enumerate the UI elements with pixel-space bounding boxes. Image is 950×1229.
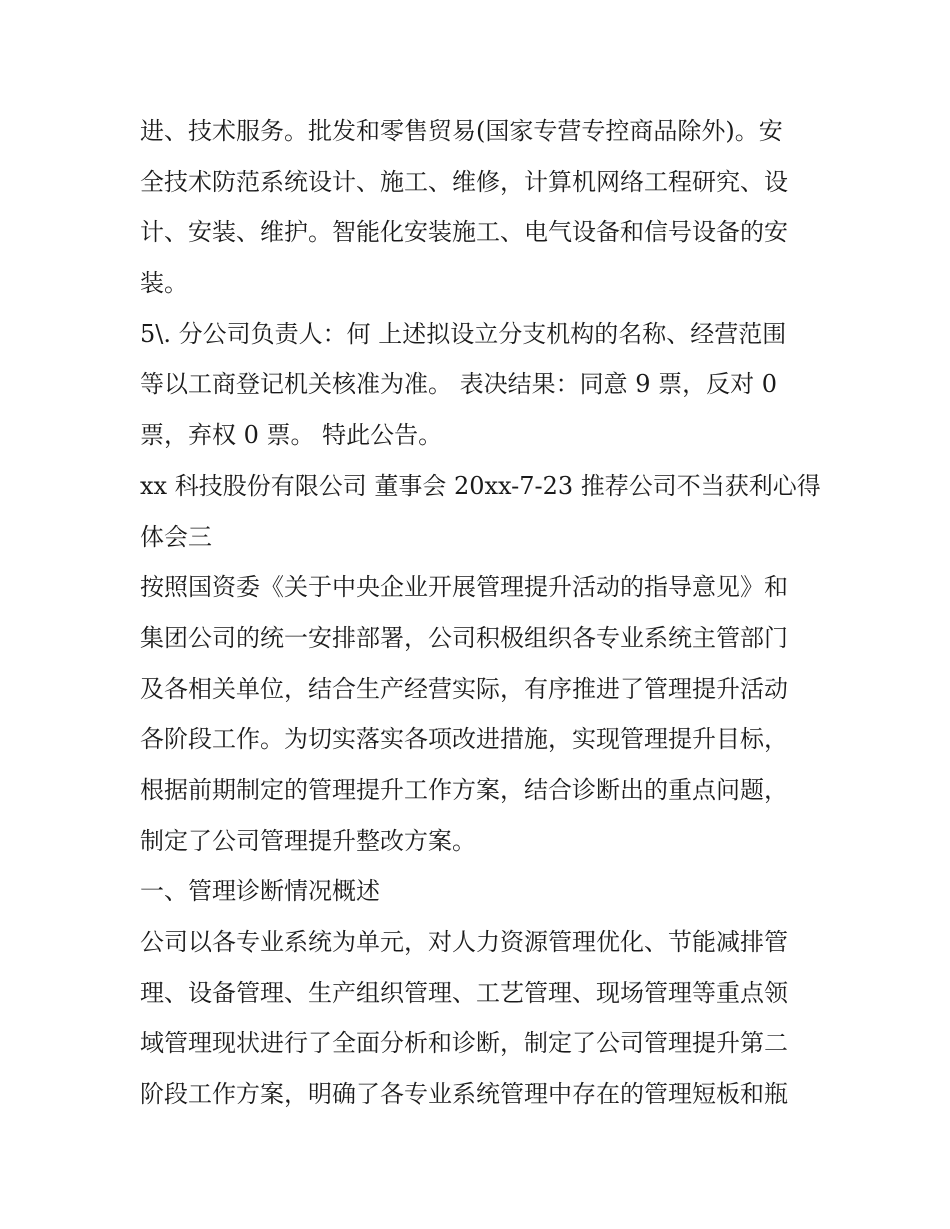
text-line: xx 科技股份有限公司 董事会 20xx-7-23 推荐公司不当获利心得 (140, 471, 821, 500)
text-line: 计、安装、维护。智能化安装施工、电气设备和信号设备的安 (140, 218, 788, 247)
text-line: 各阶段工作。为切实落实各项改进措施，实现管理提升目标， (140, 725, 788, 754)
text-line: 全技术防范系统设计、施工、维修，计算机网络工程研究、设 (140, 167, 788, 196)
text-line: 根据前期制定的管理提升工作方案，结合诊断出的重点问题， (140, 775, 788, 804)
text-line: 及各相关单位，结合生产经营实际，有序推进了管理提升活动 (140, 674, 788, 703)
text-line: 5\. 分公司负责人：何 上述拟设立分支机构的名称、经营范围 (140, 319, 787, 348)
section-heading: 一、管理诊断情况概述 (140, 877, 380, 906)
text-line: 装。 (140, 269, 188, 298)
text-line: 票，弃权 0 票。 特此公告。 (140, 421, 443, 450)
text-line: 域管理现状进行了全面分析和诊断，制定了公司管理提升第二 (140, 1029, 788, 1058)
document-body (140, 106, 820, 1120)
text-line: 理、设备管理、生产组织管理、工艺管理、现场管理等重点领 (140, 978, 788, 1007)
text-line: 阶段工作方案，明确了各专业系统管理中存在的管理短板和瓶 (140, 1080, 788, 1109)
text-line: 集团公司的统一安排部署，公司积极组织各专业系统主管部门 (140, 623, 788, 652)
text-line: 制定了公司管理提升整改方案。 (140, 826, 476, 855)
text-line: 等以工商登记机关核准为准。 表决结果：同意 9 票，反对 0 (140, 370, 778, 399)
text-line: 体会三 (140, 522, 212, 551)
text-line: 公司以各专业系统为单元，对人力资源管理优化、节能减排管 (140, 928, 788, 956)
text-line: 按照国资委《关于中央企业开展管理提升活动的指导意见》和 (140, 573, 788, 602)
text-line: 进、技术服务。批发和零售贸易(国家专营专控商品除外)。安 (140, 117, 783, 145)
